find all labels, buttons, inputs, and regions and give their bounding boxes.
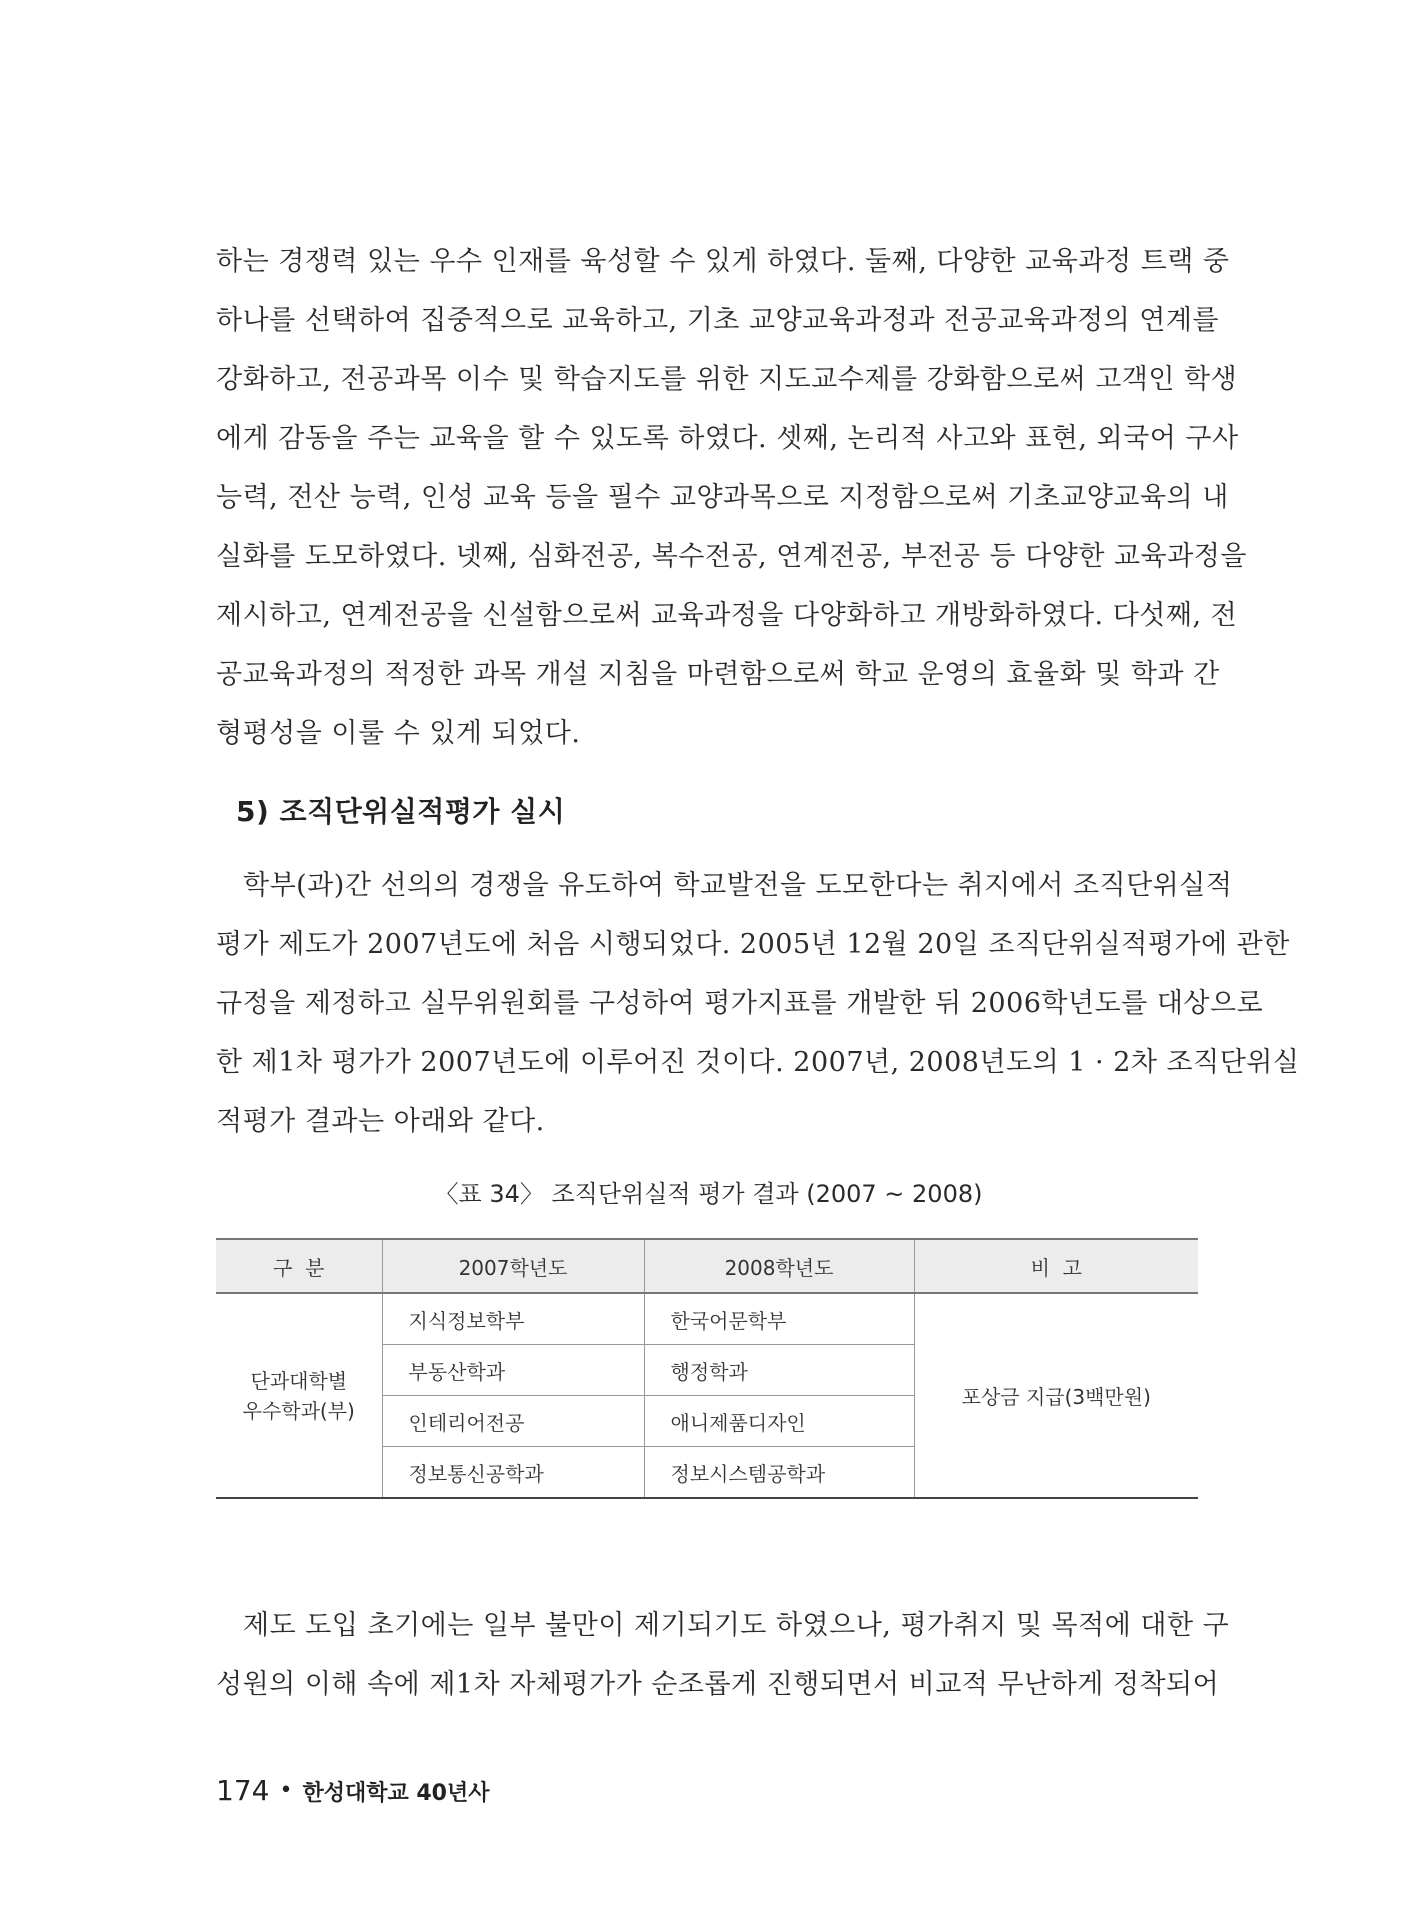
paragraph-line: 한 제1차 평가가 2007년도에 이루어진 것이다. 2007년, 2008년도의 1 · 2차 조직단위실 <box>216 1047 1300 1078</box>
page-number: 174 <box>216 1774 270 1807</box>
paragraph-line: 제시하고, 연계전공을 신설함으로써 교육과정을 다양화하고 개방화하였다. 다섯째, 전 <box>216 600 1238 631</box>
body-paragraph-2 <box>216 856 1300 1151</box>
body-paragraph-1 <box>216 232 1247 763</box>
paragraph-line: 능력, 전산 능력, 인성 교육 등을 필수 교양과목으로 지정함으로써 기초교양교육의 내 <box>216 482 1229 513</box>
table-row <box>216 1293 1198 1345</box>
cell-2007: 부동산학과 <box>382 1345 644 1396</box>
paragraph-line: 하나를 선택하여 집중적으로 교육하고, 기초 교양교육과정과 전공교육과정의 연계를 <box>216 305 1220 336</box>
cell-2008: 애니제품디자인 <box>644 1396 914 1447</box>
paragraph-line: 하는 경쟁력 있는 우수 인재를 육성할 수 있게 하였다. 둘째, 다양한 교육과정 트랙 중 <box>216 246 1230 277</box>
header-2007: 2007학년도 <box>382 1239 644 1293</box>
body-paragraph-3 <box>216 1596 1230 1714</box>
paragraph-line: 평가 제도가 2007년도에 처음 시행되었다. 2005년 12월 20일 조직단위실적평가에 관한 <box>216 929 1290 960</box>
cell-2007: 인테리어전공 <box>382 1396 644 1447</box>
category-line: 우수학과(부) <box>242 1398 355 1423</box>
header-category: 구 분 <box>216 1239 382 1293</box>
paragraph-line: 적평가 결과는 아래와 같다. <box>216 1106 545 1137</box>
cell-2007: 지식정보학부 <box>382 1293 644 1345</box>
remark-cell: 포상금 지급(3백만원) <box>914 1293 1198 1498</box>
cell-2008: 행정학과 <box>644 1345 914 1396</box>
paragraph-line: 형평성을 이룰 수 있게 되었다. <box>216 718 581 749</box>
paragraph-line: 제도 도입 초기에는 일부 불만이 제기되기도 하였으나, 평가취지 및 목적에 대한 구 <box>243 1610 1230 1641</box>
paragraph-line: 공교육과정의 적정한 과목 개설 지침을 마련함으로써 학교 운영의 효율화 및 학과 간 <box>216 659 1220 690</box>
section-heading: 5) 조직단위실적평가 실시 <box>236 795 566 828</box>
bullet-separator: • <box>279 1778 293 1803</box>
paragraph-line: 규정을 제정하고 실무위원회를 구성하여 평가지표를 개발한 뒤 2006학년도를 대상으로 <box>216 988 1264 1019</box>
cell-2007: 정보통신공학과 <box>382 1447 644 1499</box>
table-caption: 〈표 34〉 조직단위실적 평가 결과 (2007 ~ 2008) <box>434 1180 983 1208</box>
paragraph-line: 강화하고, 전공과목 이수 및 학습지도를 위한 지도교수제를 강화함으로써 고객인 학생 <box>216 364 1238 395</box>
cell-2008: 정보시스템공학과 <box>644 1447 914 1499</box>
category-cell <box>216 1293 382 1498</box>
table-header-row <box>216 1239 1198 1293</box>
page-footer <box>216 1774 489 1807</box>
paragraph-line: 학부(과)간 선의의 경쟁을 유도하여 학교발전을 도모한다는 취지에서 조직단위실적 <box>243 870 1233 901</box>
category-line: 단과대학별 <box>250 1368 348 1393</box>
paragraph-line: 에게 감동을 주는 교육을 할 수 있도록 하였다. 셋째, 논리적 사고와 표현, 외국어 구사 <box>216 423 1239 454</box>
header-2008: 2008학년도 <box>644 1239 914 1293</box>
results-table <box>216 1238 1198 1499</box>
paragraph-line: 실화를 도모하였다. 넷째, 심화전공, 복수전공, 연계전공, 부전공 등 다양한 교육과정을 <box>216 541 1247 572</box>
header-remark: 비 고 <box>914 1239 1198 1293</box>
paragraph-line: 성원의 이해 속에 제1차 자체평가가 순조롭게 진행되면서 비교적 무난하게 정착되어 <box>216 1669 1220 1700</box>
book-title: 한성대학교 40년사 <box>302 1781 490 1806</box>
cell-2008: 한국어문학부 <box>644 1293 914 1345</box>
